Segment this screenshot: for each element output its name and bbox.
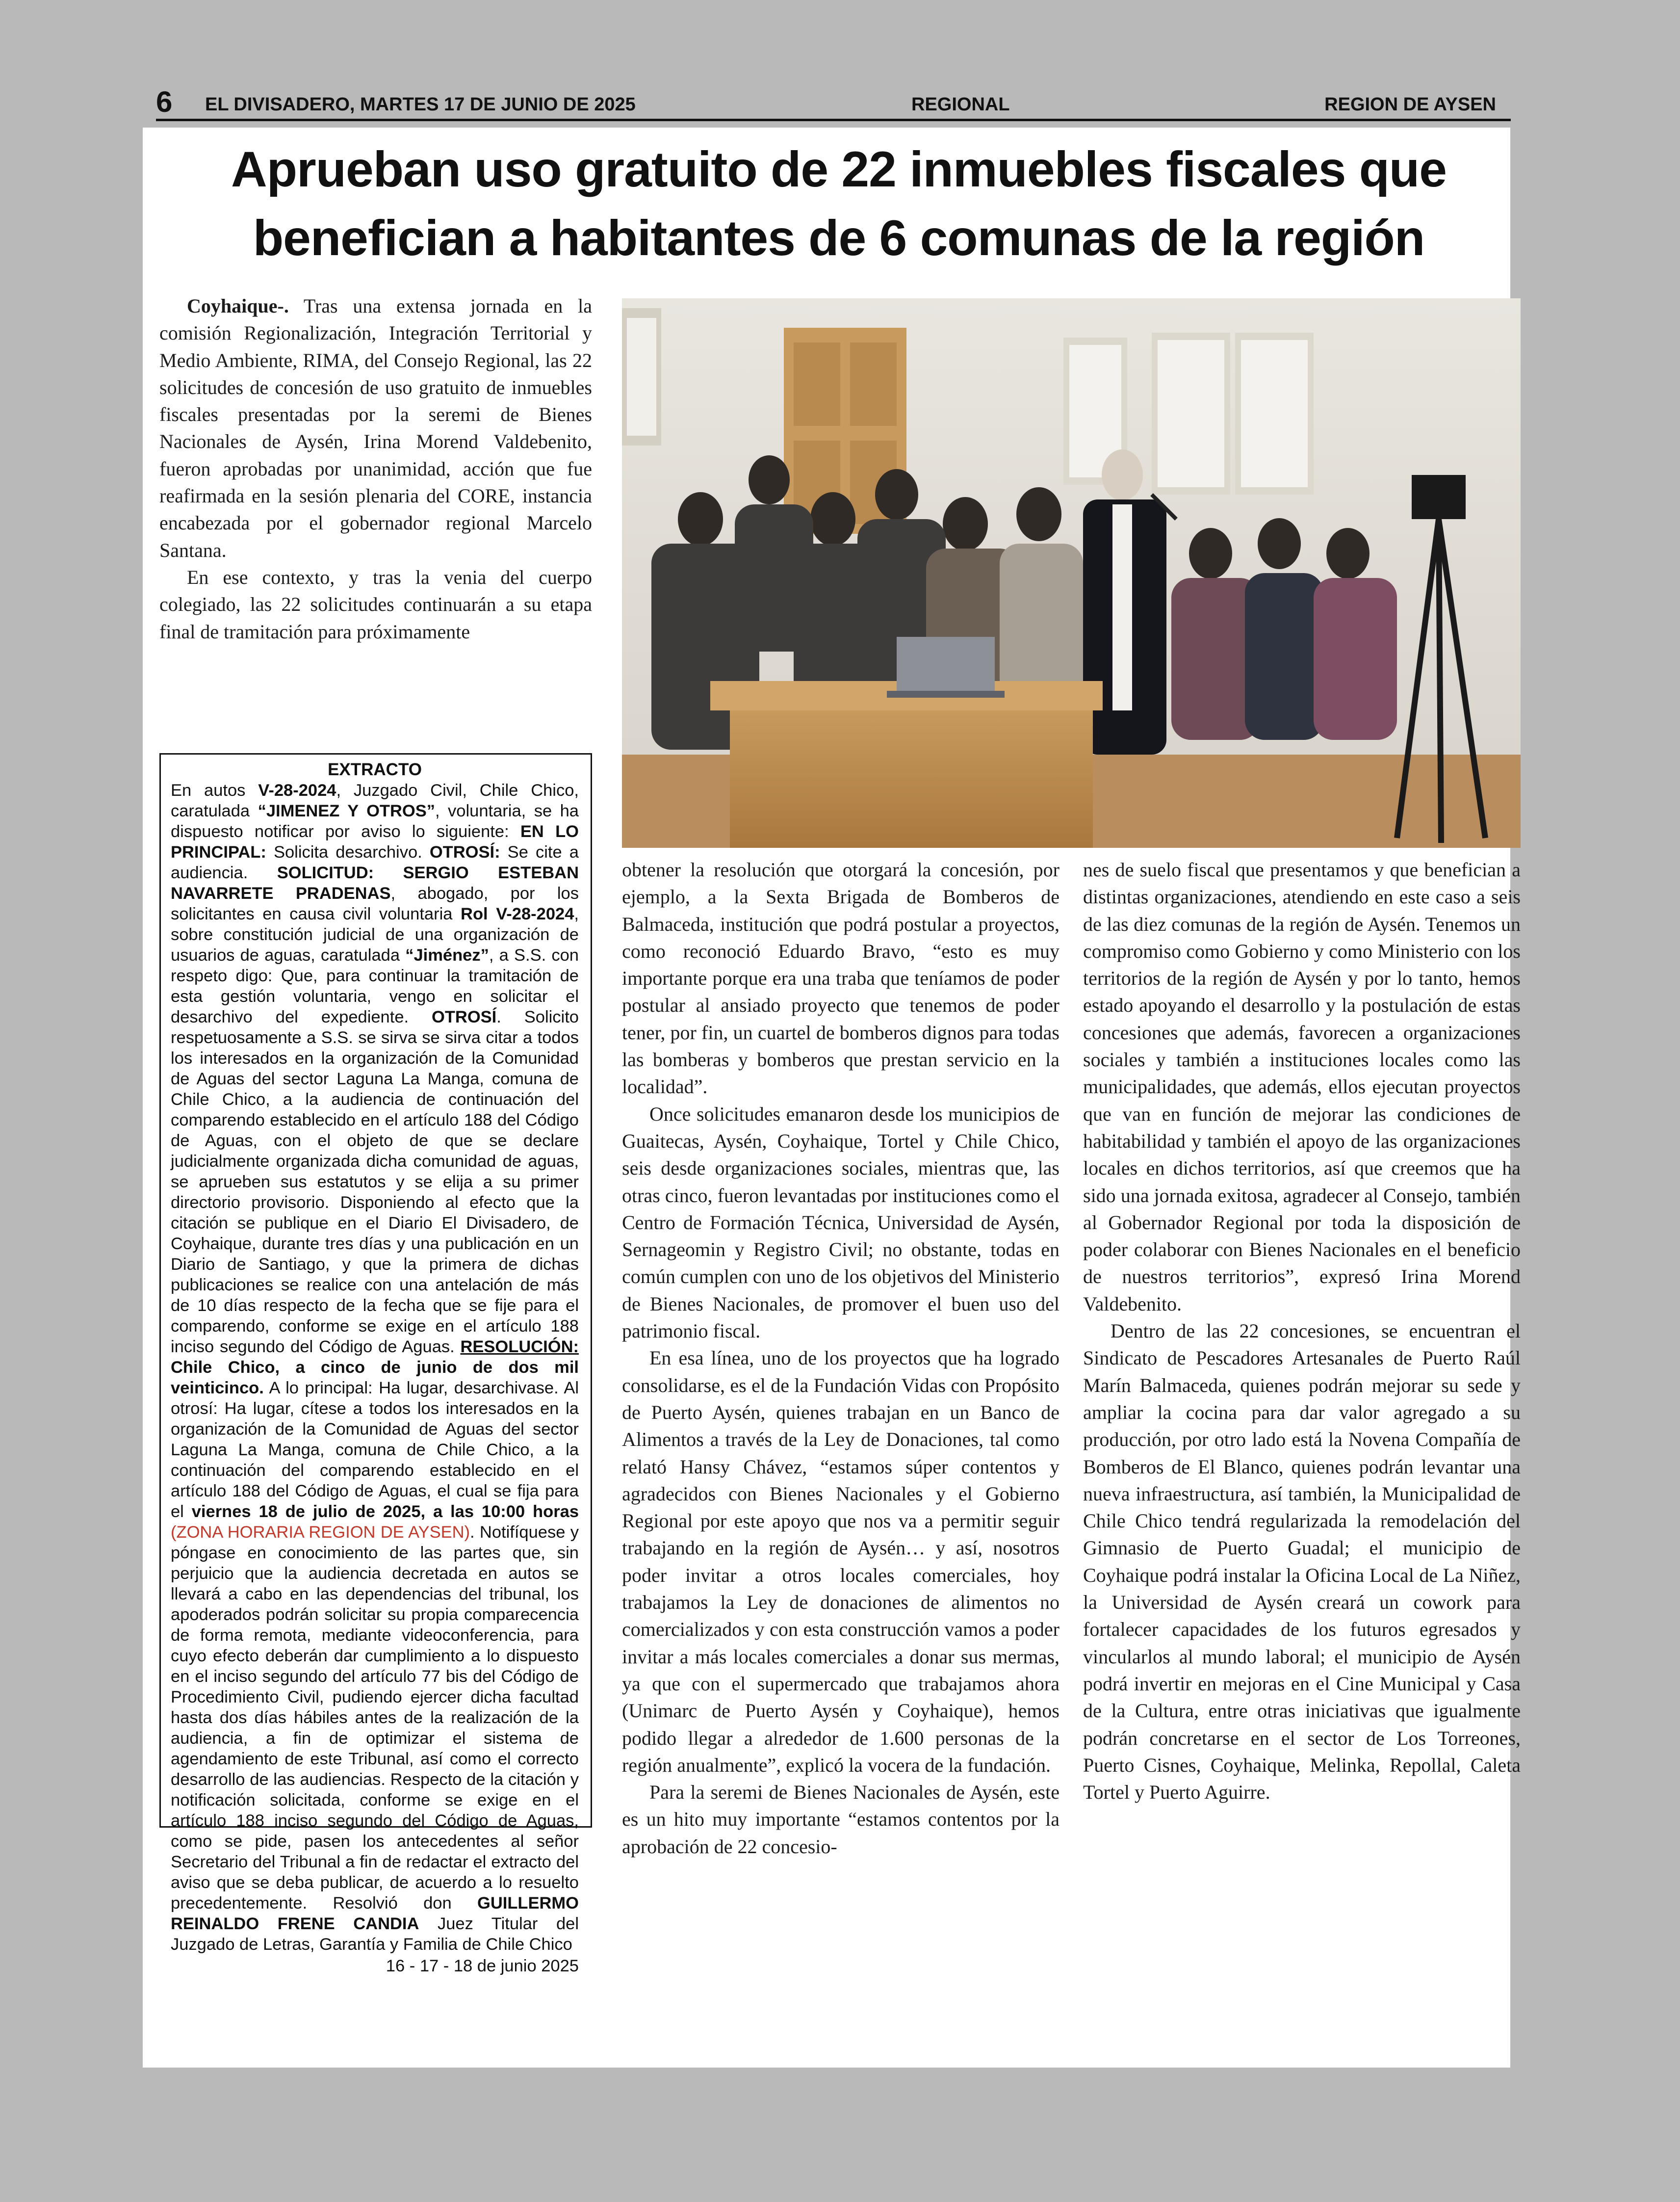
article-paragraph: En ese contexto, y tras la venia del cuerpo colegiado, las 22 solicitudes continuarán a su etapa final de tramitación para próximamente <box>159 566 592 643</box>
article-paragraph: Para la seremi de Bienes Nacionales de Aysén, este es un hito muy importante “estamos contentos por la aprobación de 22 concesio- <box>622 1781 1060 1858</box>
page-header <box>156 85 1511 121</box>
article-column-1 <box>159 292 592 645</box>
headline-line-1: Aprueban uso gratuito de 22 inmuebles fiscales que <box>231 141 1447 197</box>
page-number: 6 <box>156 85 173 118</box>
event-photo-image <box>622 298 1521 848</box>
extracto-body: En autos V-28-2024, Juzgado Civil, Chile Chico, caratulada “JIMENEZ Y OTROS”, voluntaria, se ha dispuesto notificar por aviso lo siguiente: EN LO PRINCIPAL: Solicita desarchivo. OTROSÍ: Se cite a audiencia. SOLICITUD: SERGIO ESTEBAN NAVARRETE PRADENAS, abogado, por los solicitantes en causa civil voluntaria Rol V-28-2024, sobre constitución judicial de una organización de usuarios de aguas, caratulada “Jiménez”, a S.S. con respeto digo: Que, para continuar la tramitación de esta gestión voluntaria, vengo en solicitar el desarchivo del expediente. OTROSÍ. Solicito respetuosamente a S.S. se sirva se sirva citar a todos los interesados en la organización de la Comunidad de Aguas del sector Laguna La Manga, comuna de Chile Chico, a la audiencia de continuación del comparendo establecido en el artículo 188 del Código de Aguas, con el objeto de que se declare judicialmente organizada dicha comunidad de aguas, se aprueben sus estatutos y se elija a su primer directorio provisorio. Disponiendo al efecto que la citación se publique en el Diario El Divisadero, de Coyhaique, durante tres días y una publicación en un Diario de Santiago, y que la primera de dichas publicaciones se realice con una antelación de más de 10 días respecto de la fecha que se fije para el comparendo, conforme se exige en el artículo 188 inciso segundo del Código de Aguas. RESOLUCIÓN: Chile Chico, a cinco de junio de dos mil veinticinco. A lo principal: Ha lugar, desarchivase. Al otrosí: Ha lugar, cítese a todos los interesados en la organización de la Comunidad de Aguas del sector Laguna La Manga, comuna de Chile Chico, a la continuación del comparendo establecido en el artículo 188 del Código de Aguas, el cual se fija para el viernes 18 de julio de 2025, a las 10:00 horas (ZONA HORARIA REGION DE AYSEN). Notifíquese y póngase en conocimiento de las partes que, sin perjuicio que la audiencia decretada en autos se llevará a cabo en las dependencias del tribunal, los apoderados podrán solicitar su propia comparecencia de forma remota, mediante videoconferencia, para cuyo efecto deberán dar cumplimiento a lo dispuesto en el inciso segundo del artículo 77 bis del Código de Procedimiento Civil, pudiendo ejercer dicha facultad hasta dos días hábiles antes de la realización de la audiencia, a fin de optimizar el sistema de agendamiento de este Tribunal, así como el correcto desarrollo de las audiencias. Respecto de la citación y notificación solicitada, conforme se exige en el artículo 188 inciso segundo del Código de Aguas, como se pide, pasen los antecedentes al señor Secretario del Tribunal a fin de redactar el extracto del aviso que se deba publicar, de acuerdo a lo resuelto precedentemente. Resolvió don GUILLERMO REINALDO FRENE CANDIA Juez Titular del Juzgado de Letras, Garantía y Familia de Chile Chico <box>171 781 579 1954</box>
article-paragraph: Coyhaique-. Tras una extensa jornada en la comisión Regionalización, Integración Territorial y Medio Ambiente, RIMA, del Consejo Regional, las 22 solicitudes de concesión de uso gratuito de inmuebles fiscales presentadas por la seremi de Bienes Nacionales de Aysén, Irina Morend Valdebenito, fueron aprobadas por unanimidad, acción que fue reafirmada en la sesión plenaria del CORE, instancia encabezada por el gobernador regional Marcelo Santana. <box>159 295 592 561</box>
article-column-2 <box>622 856 1060 1860</box>
extracto-dates: 16 - 17 - 18 de junio 2025 <box>386 1957 579 1975</box>
article-paragraph: obtener la resolución que otorgará la concesión, por ejemplo, a la Sexta Brigada de Bomberos de Balmaceda, institución que podrá postular a proyectos, como reconoció Eduardo Bravo, “esto es muy importante porque era una traba que teníamos de poder postular al ansiado proyecto que tenemos de poder tener, por fin, un cuartel de bomberos dignos para todas las bomberas y bomberos que prestan servicio en la localidad”. <box>622 859 1060 1098</box>
article-paragraph: nes de suelo fiscal que presentamos y que benefician a distintas organizaciones, atendiendo en este caso a seis de las diez comunas de la región de Aysén. Tenemos un compromiso como Gobierno y como Ministerio con los territorios de la región de Aysén y por lo tanto, hemos estado apoyando el desarrollo y la postulación de estas concesiones que además, favorecen a organizaciones sociales y también a instituciones locales como las municipalidades, que además, ellos ejecutan proyectos que van en función de mejorar las condiciones de habitabilidad y también el apoyo de las organizaciones locales en dichos territorios, así que creemos que ha sido una jornada exitosa, agradecer al Consejo, también al Gobernador Regional por toda la disposición de poder colaborar con Bienes Nacionales en el beneficio de nuestros territorios”, expresó Irina Morend Valdebenito. <box>1083 859 1521 1315</box>
dateline: Coyhaique-. <box>187 295 289 317</box>
article-paragraph: En esa línea, uno de los proyectos que ha logrado consolidarse, es el de la Fundación Vidas con Propósito de Puerto Aysén, quienes trabajan en un Banco de Alimentos a través de la Ley de Donaciones, tal como relató Hansy Chávez, “estamos súper contentos y agradecidos con Bienes Nacionales y el Gobierno Regional por este apoyo que nos va a permitir seguir trabajando en la región de Aysén… y así, nosotros poder invitar a otros locales comerciales, hoy trabajamos la Ley de donaciones de alimentos no comercializados y con esta construcción vamos a poder invitar a más locales comerciales a donar sus mermas, ya que con el supermercado que trabajamos ahora (Unimarc de Puerto Aysén y Coyhaique), hemos podido llegar a alrededor de 1.600 personas de la región anualmente”, explicó la vocera de la fundación. <box>622 1347 1060 1776</box>
headline-line-2: benefician a habitantes de 6 comunas de la región <box>253 210 1425 266</box>
event-photo <box>622 298 1521 848</box>
section-name: REGIONAL <box>911 94 1010 115</box>
article-paragraph: Once solicitudes emanaron desde los municipios de Guaitecas, Aysén, Coyhaique, Tortel y Chile Chico, seis desde organizaciones sociales, mientras que, las otras cinco, fueron levantadas por instituciones como el Centro de Formación Técnica, Universidad de Aysén, Sernageomin y Registro Civil; no obstante, todas en común cumplen con uno de los objetivos del Ministerio de Bienes Nacionales, de promover el buen uso del patrimonio fiscal. <box>622 1102 1060 1342</box>
article-headline <box>162 135 1516 272</box>
extracto-title: EXTRACTO <box>328 760 422 779</box>
article-column-3 <box>1083 856 1521 1806</box>
article-paragraph: Dentro de las 22 concesiones, se encuentran el Sindicato de Pescadores Artesanales de Puerto Raúl Marín Balmaceda, quienes podrán mejorar su sede y ampliar la cocina para dar valor agregado a su producción, por otro lado está la Novena Compañía de Bomberos de El Blanco, quienes podrán levantar una nueva infraestructura, así también, la Municipalidad de Chile Chico tendrá regularizada la remodelación del Gimnasio de Puerto Guadal; el municipio de Coyhaique podrá instalar la Oficina Local de La Niñez, la Universidad de Aysén creará un cowork para fortalecer capacidades de los futuros egresados y vincularlos al mundo laboral; el municipio de Aysén podrá invertir en mejoras en el Cine Municipal y Casa de la Cultura, entre otras iniciativas que igualmente podrán concretarse en el sector de Los Torreones, Puerto Cisnes, Coyhaique, Melinka, Repollal, Caleta Tortel y Puerto Aguirre. <box>1083 1320 1521 1804</box>
extracto-notice <box>159 753 592 1975</box>
region-name: REGION DE AYSEN <box>1324 94 1496 115</box>
publication-date: EL DIVISADERO, MARTES 17 DE JUNIO DE 2025 <box>205 94 636 115</box>
